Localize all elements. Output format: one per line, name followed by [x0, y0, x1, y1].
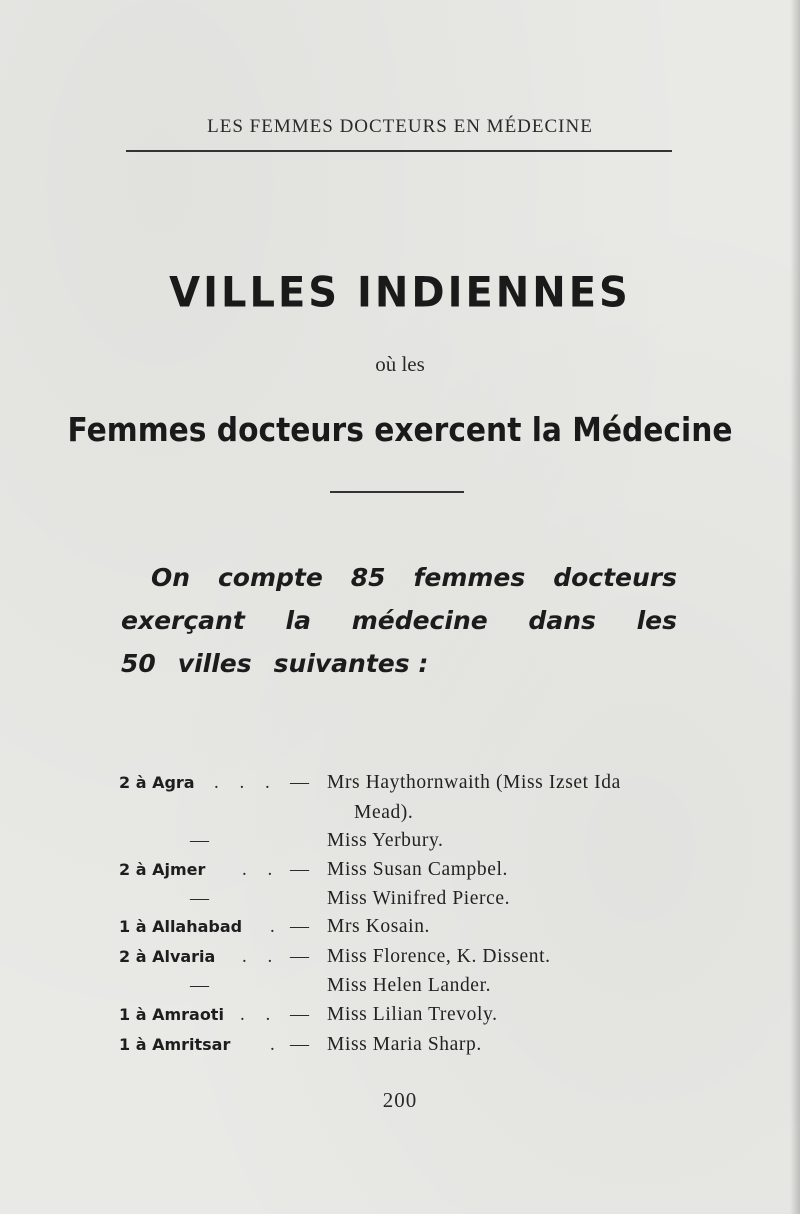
- list-item: [0, 798, 800, 828]
- dash: —: [190, 975, 209, 996]
- dash: —: [190, 888, 209, 909]
- dot-leader: . . .: [214, 772, 278, 793]
- title-connector: où les: [375, 352, 425, 376]
- dash: —: [290, 946, 309, 967]
- intro-word: exerçant: [121, 606, 245, 635]
- dot-leader: . .: [240, 1004, 279, 1025]
- doctor-name: Mrs Haythornwaith (Miss Izset Ida: [327, 772, 621, 793]
- page-number: 200: [382, 1088, 418, 1112]
- intro-word: médecine: [351, 606, 488, 635]
- intro-word: les: [636, 606, 677, 635]
- intro-word: On: [151, 563, 191, 592]
- list-item: [0, 912, 800, 942]
- city-name: 1 à Allahabad: [119, 917, 243, 936]
- list-item: [0, 1000, 800, 1030]
- city-name: 2 à Ajmer: [119, 860, 206, 879]
- list-item: [0, 884, 800, 914]
- dot-leader: .: [270, 1034, 283, 1055]
- intro-word: 85: [350, 563, 386, 592]
- city-name: 2 à Agra: [119, 773, 195, 792]
- dot-leader: . .: [242, 946, 281, 967]
- intro-word: docteurs: [553, 563, 677, 592]
- doctor-name: Miss Susan Campbel.: [327, 859, 508, 880]
- intro-word: femmes: [413, 563, 526, 592]
- dash: —: [190, 830, 209, 851]
- city-name: 1 à Amraoti: [119, 1005, 224, 1024]
- dot-leader: .: [270, 916, 283, 937]
- list-item: [0, 1030, 800, 1060]
- doctor-name: Miss Florence, K. Dissent.: [327, 946, 551, 967]
- list-item: [0, 826, 800, 856]
- intro-word: 50: [121, 649, 156, 678]
- intro-word: suivantes :: [273, 649, 429, 678]
- list-item: [0, 768, 800, 798]
- doctor-name: Miss Yerbury.: [327, 830, 444, 851]
- city-name: 1 à Amritsar: [119, 1035, 231, 1054]
- list-item: [0, 971, 800, 1001]
- page-title: VILLES INDIENNES: [169, 268, 631, 318]
- intro-word: dans: [528, 606, 596, 635]
- dash: —: [290, 1034, 309, 1055]
- list-item: [0, 942, 800, 972]
- doctor-name-continuation: Mead).: [354, 802, 414, 823]
- doctor-name: Mrs Kosain.: [327, 916, 431, 937]
- running-head: LES FEMMES DOCTEURS EN MÉDECINE: [207, 116, 593, 137]
- list-item: [0, 855, 800, 885]
- intro-word: la: [285, 606, 311, 635]
- doctor-name: Miss Lilian Trevoly.: [327, 1004, 498, 1025]
- intro-word: compte: [217, 563, 323, 592]
- city-name: 2 à Alvaria: [119, 947, 216, 966]
- page-subtitle: Femmes docteurs exercent la Médecine: [67, 410, 733, 449]
- dot-leader: . .: [242, 859, 281, 880]
- dash: —: [290, 772, 309, 793]
- doctor-name: Miss Winifred Pierce.: [327, 888, 511, 909]
- dash: —: [290, 916, 309, 937]
- intro-word: villes: [177, 649, 252, 678]
- dash: —: [290, 859, 309, 880]
- doctor-name: Miss Helen Lander.: [327, 975, 492, 996]
- dash: —: [290, 1004, 309, 1025]
- doctor-name: Miss Maria Sharp.: [327, 1034, 482, 1055]
